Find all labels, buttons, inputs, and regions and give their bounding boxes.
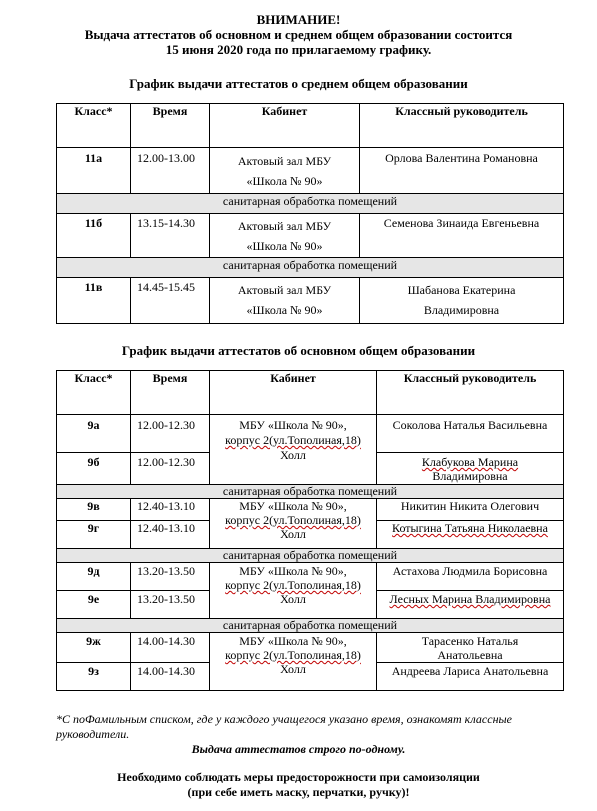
time-cell: 12.40-13.10 bbox=[131, 521, 210, 549]
class-cell: 9в bbox=[57, 499, 131, 521]
notice-line-2: Выдача аттестатов об основном и среднем общем образовании состоится bbox=[84, 27, 513, 42]
sanitary-break: санитарная обработка помещений bbox=[57, 549, 564, 563]
time-cell: 12.00-12.30 bbox=[131, 453, 210, 485]
footnote-line-2: руководители. bbox=[56, 727, 130, 741]
table-row bbox=[57, 563, 564, 591]
time-cell: 13.20-13.50 bbox=[131, 563, 210, 591]
class-cell: 9б bbox=[57, 453, 131, 485]
teacher-cell: Соколова Наталья Васильевна bbox=[377, 415, 564, 453]
time-cell: 14.00-14.30 bbox=[131, 633, 210, 663]
room-cell: МБУ «Школа № 90», корпус 2(ул.Тополиная,18) Холл bbox=[210, 563, 377, 619]
sanitary-break: санитарная обработка помещений bbox=[57, 485, 564, 499]
room-cell: Актовый зал МБУ «Школа № 90» bbox=[210, 148, 360, 194]
class-cell: 11б bbox=[57, 214, 131, 258]
teacher-cell: Семенова Зинаида Евгеньевна bbox=[360, 214, 564, 258]
teacher-cell: Шабанова Екатерина Владимировна bbox=[360, 278, 564, 324]
time-cell: 14.00-14.30 bbox=[131, 663, 210, 691]
teacher-cell: Астахова Людмила Борисовна bbox=[377, 563, 564, 591]
col-time: Время bbox=[131, 371, 210, 415]
secondary-schedule-table bbox=[56, 103, 564, 324]
class-cell: 11в bbox=[57, 278, 131, 324]
teacher-cell: Орлова Валентина Романовна bbox=[360, 148, 564, 194]
basic-schedule-table bbox=[56, 370, 564, 691]
sanitary-break: санитарная обработка помещений bbox=[57, 258, 564, 278]
footnote-line-1: *С поФамильным списком, где у каждого учащегося указано время, ознакомят классные bbox=[56, 712, 512, 726]
table-row bbox=[57, 148, 564, 194]
room-cell: Актовый зал МБУ «Школа № 90» bbox=[210, 278, 360, 324]
strict-notice: Выдача аттестатов строго по-одному. bbox=[191, 742, 406, 756]
class-cell: 9а bbox=[57, 415, 131, 453]
col-teacher: Классный руководитель bbox=[377, 371, 564, 415]
sanitary-break: санитарная обработка помещений bbox=[57, 194, 564, 214]
teacher-cell: Клабукова Марина Владимировна bbox=[377, 453, 564, 485]
precaution-line-2: (при себе иметь маску, перчатки, ручку)! bbox=[187, 785, 410, 799]
precaution-line-1: Необходимо соблюдать меры предосторожности при самоизоляции bbox=[117, 770, 480, 784]
teacher-cell: Лесных Марина Владимировна bbox=[377, 591, 564, 619]
table-row bbox=[57, 499, 564, 521]
col-teacher: Классный руководитель bbox=[360, 104, 564, 148]
col-class: Класс* bbox=[57, 104, 131, 148]
room-cell: МБУ «Школа № 90», корпус 2(ул.Тополиная,18) Холл bbox=[210, 633, 377, 691]
table-row bbox=[57, 415, 564, 453]
teacher-cell: Тарасенко Наталья Анатольевна bbox=[377, 633, 564, 663]
notice-line-3: 15 июня 2020 года по прилагаемому графику. bbox=[165, 42, 432, 57]
table2-title: График выдачи аттестатов об основном общем образовании bbox=[121, 343, 476, 358]
time-cell: 14.45-15.45 bbox=[131, 278, 210, 324]
teacher-cell: Андреева Лариса Анатольевна bbox=[377, 663, 564, 691]
class-cell: 9д bbox=[57, 563, 131, 591]
time-cell: 13.15-14.30 bbox=[131, 214, 210, 258]
col-class: Класс* bbox=[57, 371, 131, 415]
class-cell: 11а bbox=[57, 148, 131, 194]
table-row bbox=[57, 214, 564, 258]
col-room: Кабинет bbox=[210, 104, 360, 148]
table1-title: График выдачи аттестатов о среднем общем образовании bbox=[129, 76, 468, 91]
room-cell: МБУ «Школа № 90», корпус 2(ул.Тополиная,18) Холл bbox=[210, 415, 377, 485]
teacher-cell: Котыгина Татьяна Николаевна bbox=[377, 521, 564, 549]
col-time: Время bbox=[131, 104, 210, 148]
table-row bbox=[57, 633, 564, 663]
room-cell: МБУ «Школа № 90», корпус 2(ул.Тополиная,18) Холл bbox=[210, 499, 377, 549]
class-cell: 9ж bbox=[57, 633, 131, 663]
time-cell: 12.00-12.30 bbox=[131, 415, 210, 453]
class-cell: 9е bbox=[57, 591, 131, 619]
table-row bbox=[57, 278, 564, 324]
col-room: Кабинет bbox=[210, 371, 377, 415]
time-cell: 13.20-13.50 bbox=[131, 591, 210, 619]
room-cell: Актовый зал МБУ «Школа № 90» bbox=[210, 214, 360, 258]
time-cell: 12.00-13.00 bbox=[131, 148, 210, 194]
teacher-cell: Никитин Никита Олегович bbox=[377, 499, 564, 521]
notice-title: ВНИМАНИЕ! bbox=[256, 12, 341, 27]
class-cell: 9з bbox=[57, 663, 131, 691]
class-cell: 9г bbox=[57, 521, 131, 549]
time-cell: 12.40-13.10 bbox=[131, 499, 210, 521]
sanitary-break: санитарная обработка помещений bbox=[57, 619, 564, 633]
